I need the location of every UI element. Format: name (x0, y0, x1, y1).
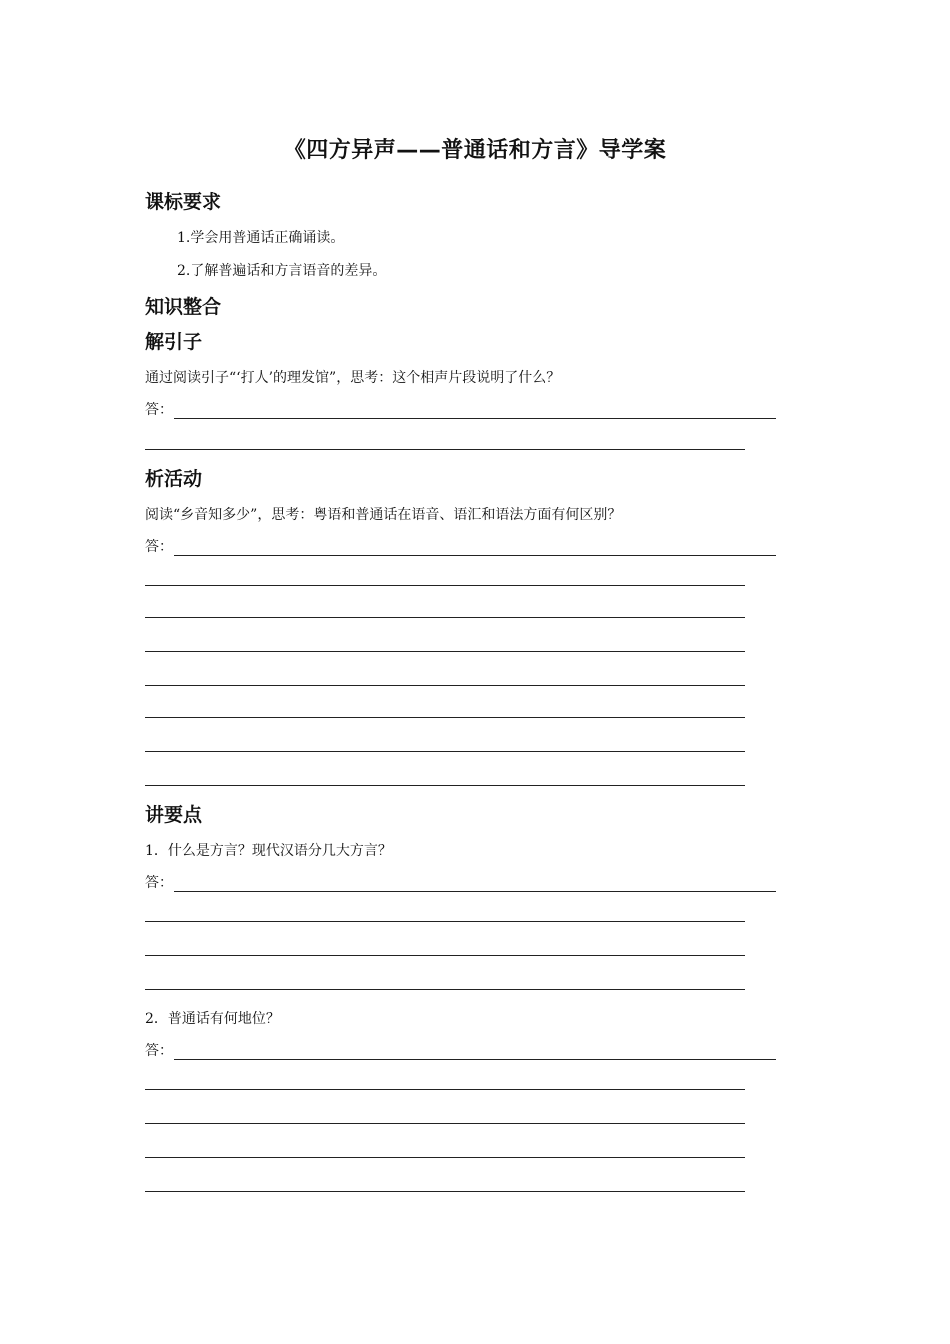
intro-question: 通过阅读引子“‘打人’的理发馆”，思考：这个相声片段说明了什么？ (145, 370, 561, 386)
answer-line[interactable] (174, 539, 776, 556)
answer-line[interactable] (145, 585, 745, 586)
points-answer-row-2 (145, 1040, 776, 1060)
points-answer-label-1: 答： (145, 875, 173, 891)
answer-line[interactable] (145, 989, 745, 990)
answer-line[interactable] (145, 617, 745, 618)
page-title: 《四方异声——普通话和方言》导学案 (283, 138, 667, 163)
answer-line[interactable] (145, 1157, 745, 1158)
answer-line[interactable] (174, 875, 776, 892)
heading-requirements: 课标要求 (145, 191, 222, 213)
points-question-1: 1．什么是方言？现代汉语分几大方言？ (145, 843, 392, 859)
answer-line[interactable] (145, 651, 745, 652)
intro-answer-label: 答： (145, 402, 173, 418)
heading-intro: 解引子 (145, 331, 203, 353)
answer-line[interactable] (145, 785, 745, 786)
activity-question: 阅读“乡音知多少”，思考：粤语和普通话在语音、语汇和语法方面有何区别？ (145, 507, 622, 523)
heading-activity: 析活动 (145, 468, 203, 490)
answer-line[interactable] (145, 449, 745, 450)
heading-knowledge: 知识整合 (145, 296, 222, 318)
answer-line[interactable] (145, 717, 745, 718)
answer-line[interactable] (145, 751, 745, 752)
answer-line[interactable] (145, 955, 745, 956)
answer-line[interactable] (145, 921, 745, 922)
requirement-item-1: 1.学会用普通话正确诵读。 (177, 230, 345, 246)
activity-answer-label: 答： (145, 539, 173, 555)
points-answer-row-1 (145, 872, 776, 892)
answer-line[interactable] (145, 1089, 745, 1090)
activity-answer-row (145, 536, 776, 556)
answer-line[interactable] (174, 402, 776, 419)
heading-points: 讲要点 (145, 804, 203, 826)
requirement-item-2: 2.了解普遍话和方言语音的差异。 (177, 263, 387, 279)
answer-line[interactable] (145, 1123, 745, 1124)
points-question-2: 2．普通话有何地位？ (145, 1011, 280, 1027)
intro-answer-row (145, 399, 776, 419)
answer-line[interactable] (174, 1043, 776, 1060)
points-answer-label-2: 答： (145, 1043, 173, 1059)
answer-line[interactable] (145, 685, 745, 686)
answer-line[interactable] (145, 1191, 745, 1192)
